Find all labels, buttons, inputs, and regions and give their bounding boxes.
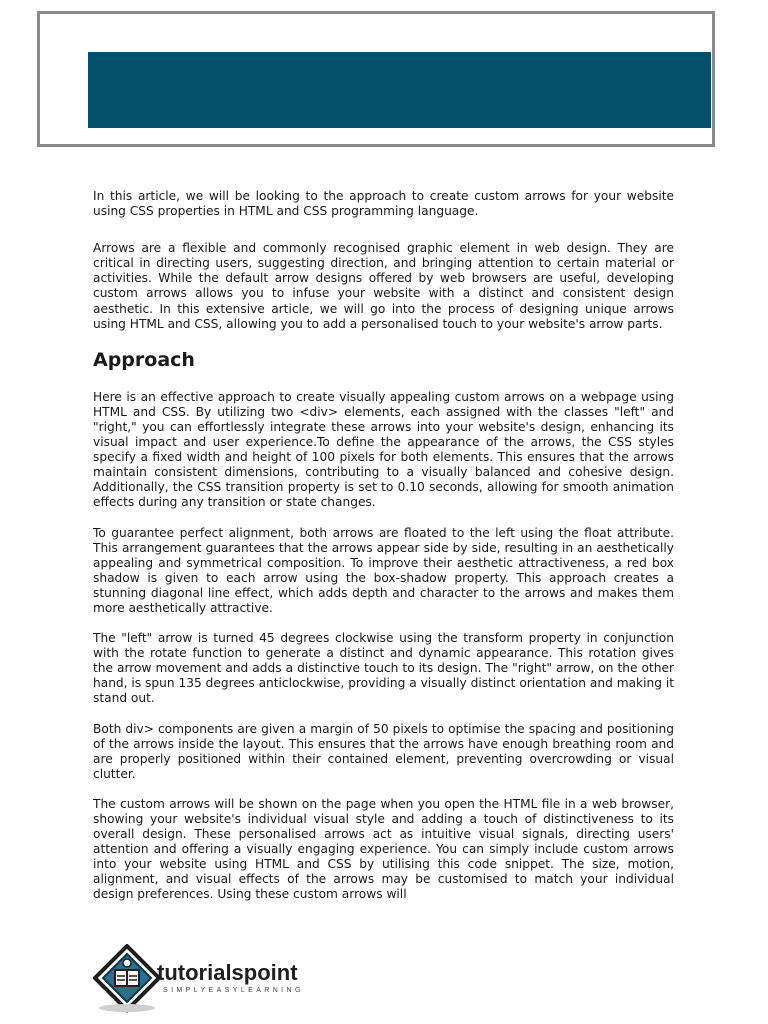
approach-paragraph-4: Both div> components are given a margin of 50 pixels to optimise the spacing and positioning of the arrows inside the layout. This ensures that the arrows have enough breathing room and are properly positioned within their contained element, preventing overcrowding or visual clutter.	[93, 721, 674, 781]
logo-tagline: SIMPLYEASYLEARNING	[163, 987, 304, 994]
overview-paragraph: Arrows are a flexible and commonly recognised graphic element in web design. They are critical in directing users, suggesting direction, and bringing attention to certain material or activities. While the default arrow designs offered by web browsers are useful, developing custom arrows allows you to infuse your website with a distinct and consistent design aesthetic. In this extensive article, we will go into the process of designing unique arrows using HTML and CSS, allowing you to add a personalised touch to your website's arrow parts.	[93, 241, 674, 331]
approach-paragraph-5: The custom arrows will be shown on the page when you open the HTML file in a web browser, showing your website's individual visual style and adding a touch of distinctiveness to its overall design. These personalised arrows act as intuitive visual signals, directing users' attention and offering a visually engaging experience. You can simply include custom arrows into your website using HTML and CSS by utilising this code snippet. The size, motion, alignment, and visual effects of the arrows may be customised to match your individual design preferences. Using these custom arrows will	[93, 796, 674, 902]
intro-paragraph: In this article, we will be looking to the approach to create custom arrows for your website using CSS properties in HTML and CSS programming language.	[93, 189, 674, 219]
approach-paragraph-2: To guarantee perfect alignment, both arrows are floated to the left using the float attribute. This arrangement guarantees that the arrows appear side by side, resulting in an aesthetically appealing and symmetrical composition. To improve their aesthetic attractiveness, a red box shadow is given to each arrow using the box-shadow property. This approach creates a stunning diagonal line effect, which adds depth and character to the arrows and makes them more aesthetically attractive.	[93, 525, 674, 615]
logo-name: tutorialspoint	[157, 960, 298, 985]
article-body	[93, 189, 674, 918]
tutorialspoint-logo-icon	[93, 944, 333, 1014]
header-banner	[88, 52, 711, 128]
approach-paragraph-3: The "left" arrow is turned 45 degrees clockwise using the transform property in conjunction with the rotate function to generate a distinct and dynamic appearance. This rotation gives the arrow movement and adds a distinctive touch to its design. The "right" arrow, on the other hand, is spun 135 degrees anticlockwise, providing a visually distinct orientation and making it stand out.	[93, 631, 674, 706]
approach-paragraph-1: Here is an effective approach to create visually appealing custom arrows on a webpage using HTML and CSS. By utilizing two <div> elements, each assigned with the classes "left" and "right," you can effortlessly integrate these arrows into your website's design, enhancing its visual impact and user experience.To define the appearance of the arrows, the CSS styles specify a fixed width and height of 100 pixels for both elements. This ensures that the arrows maintain consistent dimensions, contributing to a visually balanced and cohesive design. Additionally, the CSS transition property is set to 0.10 seconds, allowing for smooth animation effects during any transition or state changes.	[93, 389, 674, 510]
tutorialspoint-logo	[93, 944, 333, 1014]
section-heading-approach: Approach	[93, 348, 195, 371]
